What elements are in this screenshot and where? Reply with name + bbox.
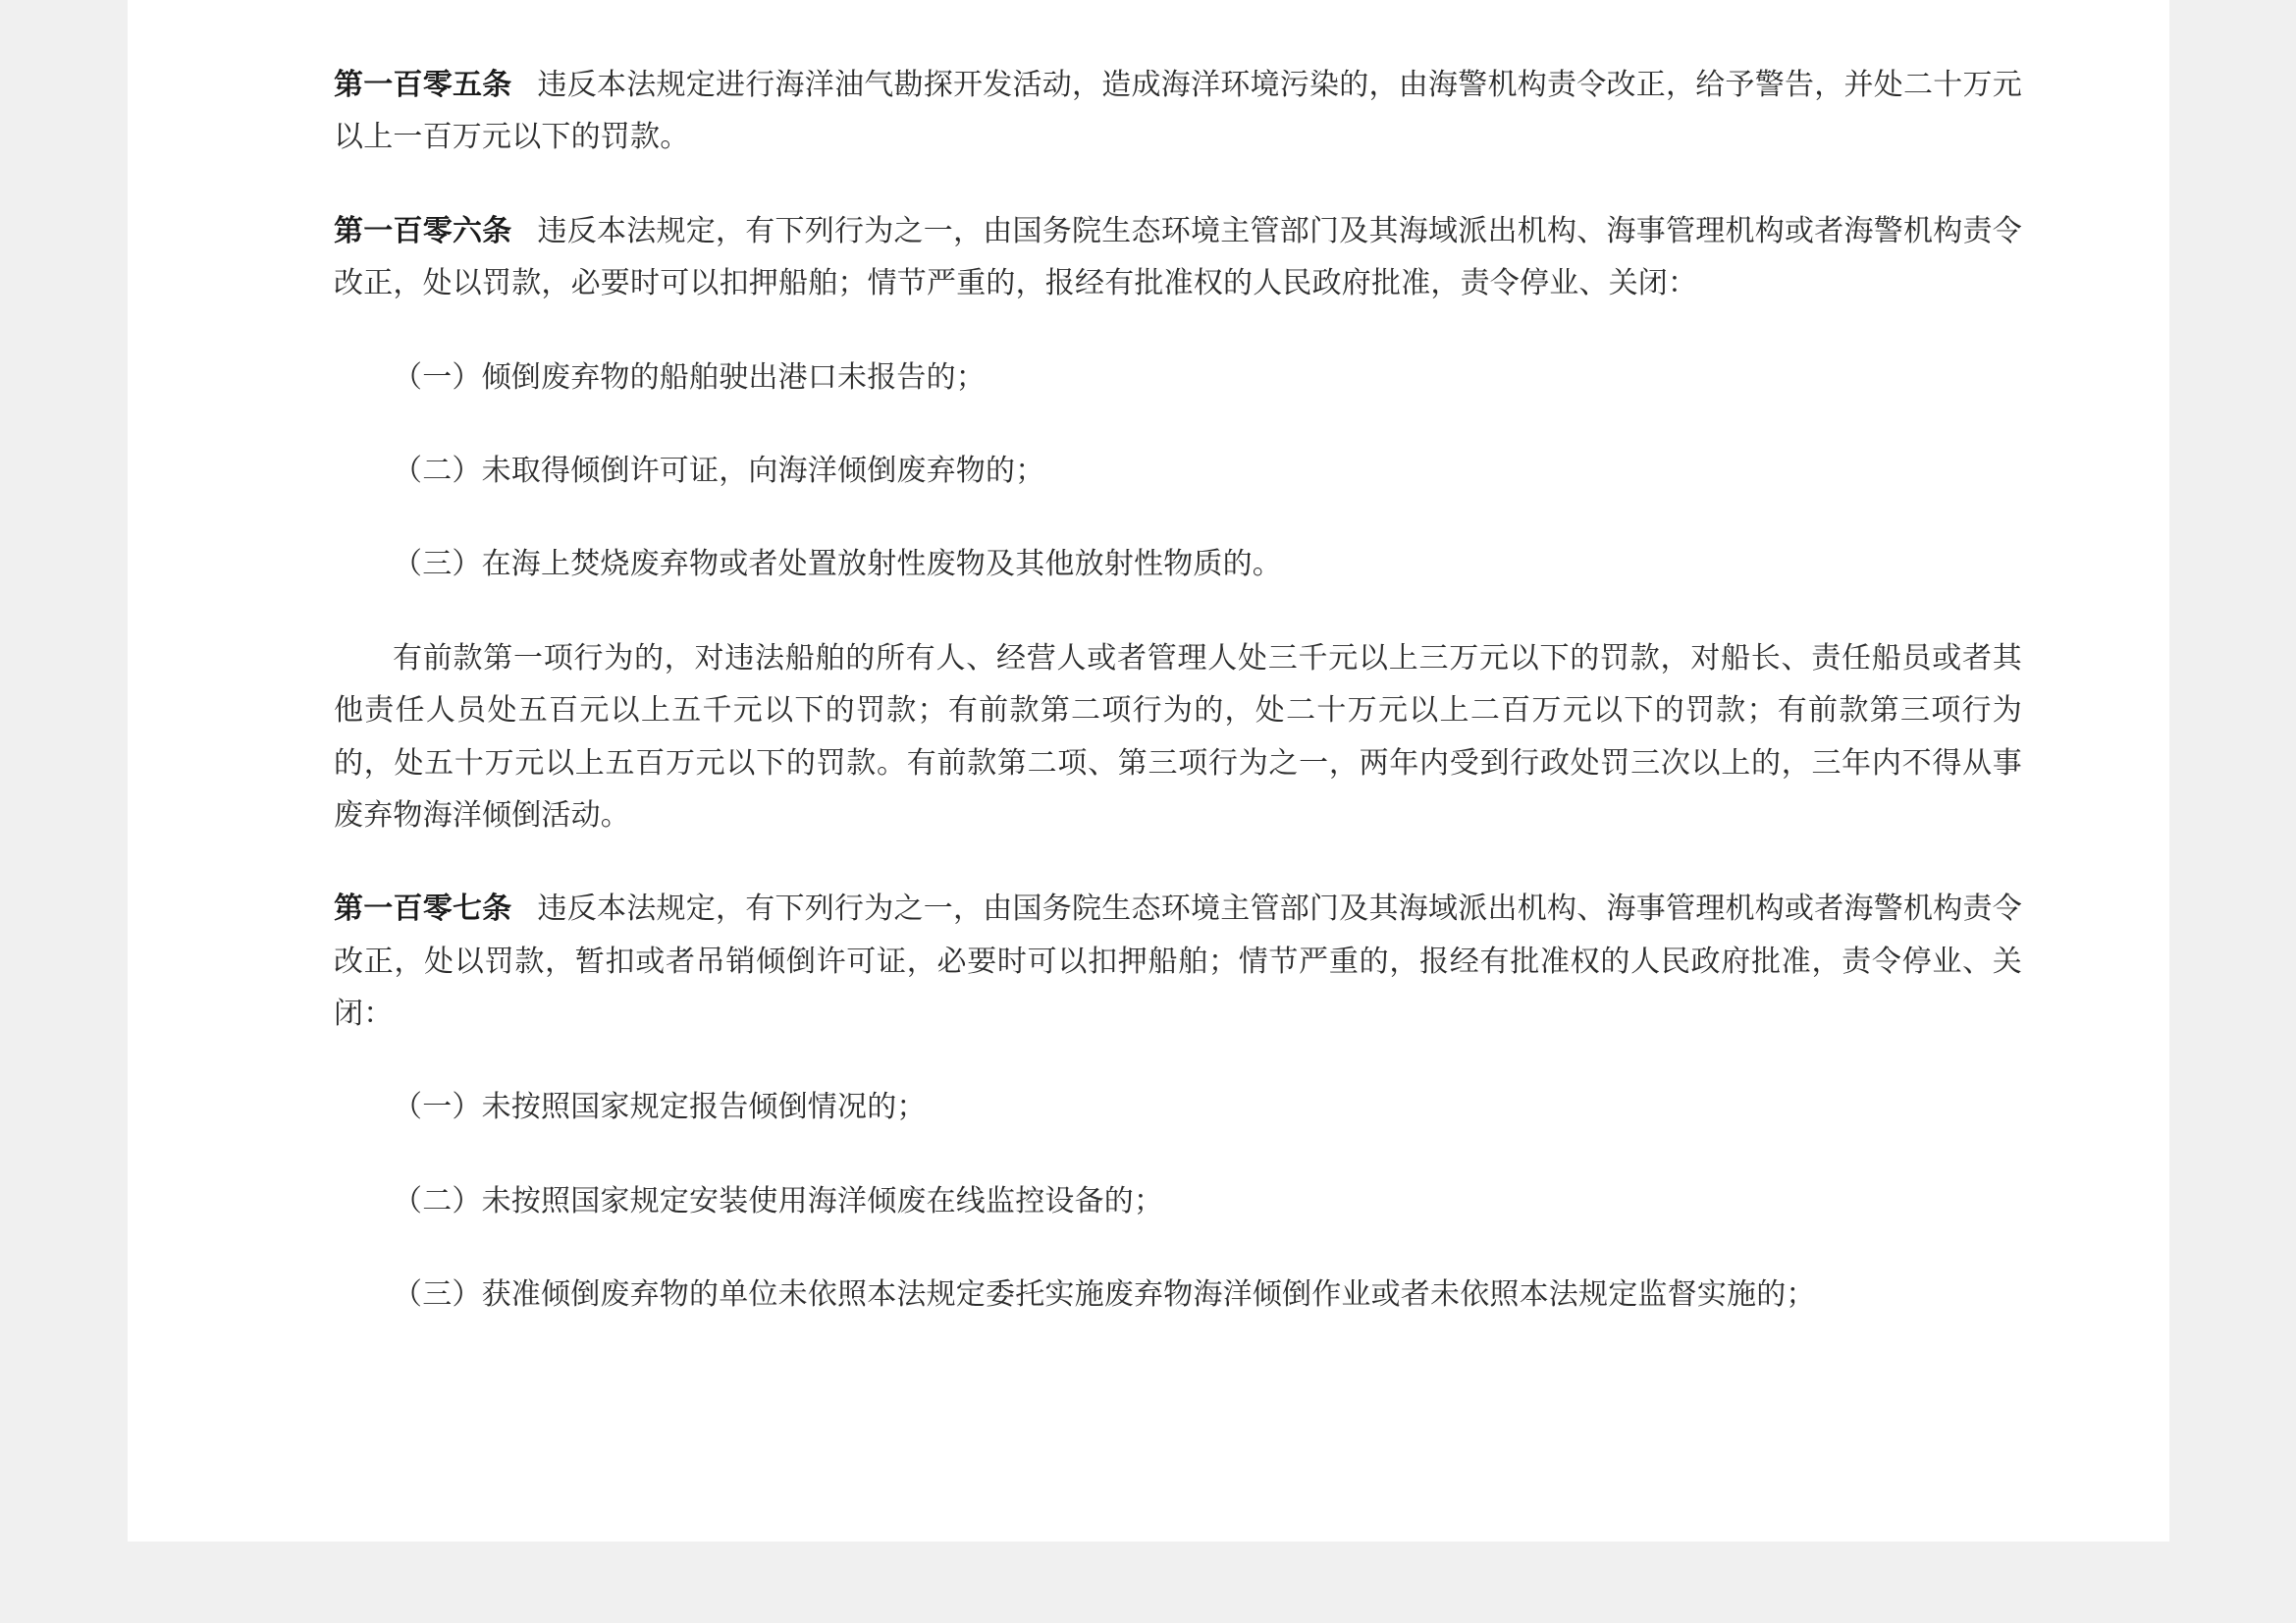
paragraph-block: 有前款第一项行为的，对违法船舶的所有人、经营人或者管理人处三千元以上三万元以下的罚款，对船长、责任船员或者其他责任人员处五百元以上五千元以下的罚款；有前款第二项行为的，处二十万元以上二百万元以下的罚款；有前款第三项行为的，处五十万元以上五百万元以下的罚款。有前款第二项、第三项行为之一，两年内受到行政处罚三次以上的，三年内不得从事废弃物海洋倾倒活动。	[334, 641, 2022, 832]
list-item: （一）倾倒废弃物的船舶驶出港口未报告的；	[393, 360, 986, 394]
list-item: （三）在海上焚烧废弃物或者处置放射性废物及其他放射性物质的。	[393, 548, 1282, 581]
list-item: （一）未按照国家规定报告倾倒情况的；	[393, 1091, 927, 1124]
article-number: 第一百零七条	[334, 893, 512, 926]
article-number: 第一百零六条	[334, 214, 512, 247]
document-body	[128, 0, 2169, 1322]
list-item: （二）未取得倾倒许可证，向海洋倾倒废弃物的；	[393, 454, 1045, 487]
list-item: （三）获准倾倒废弃物的单位未依照本法规定委托实施废弃物海洋倾倒作业或者未依照本法规定监督实施的；	[393, 1278, 1816, 1312]
article-block	[334, 883, 2022, 1040]
article-number: 第一百零五条	[334, 69, 512, 101]
list-item: （二）未按照国家规定安装使用海洋倾废在线监控设备的；	[393, 1184, 1164, 1217]
article-block	[334, 205, 2022, 310]
article-text: 违反本法规定，有下列行为之一，由国务院生态环境主管部门及其海域派出机构、海事管理机构或者海警机构责令改正，处以罚款，暂扣或者吊销倾倒许可证，必要时可以扣押船舶；情节严重的，报经有批准权的人民政府批准，责令停业、关闭：	[334, 893, 2023, 1031]
article-text: 违反本法规定进行海洋油气勘探开发活动，造成海洋环境污染的，由海警机构责令改正，给予警告，并处二十万元以上一百万元以下的罚款。	[334, 69, 2023, 154]
article-text: 违反本法规定，有下列行为之一，由国务院生态环境主管部门及其海域派出机构、海事管理机构或者海警机构责令改正，处以罚款，必要时可以扣押船舶；情节严重的，报经有批准权的人民政府批准，责令停业、关闭：	[334, 214, 2023, 300]
document-page	[128, 0, 2169, 1542]
article-block	[334, 59, 2022, 164]
